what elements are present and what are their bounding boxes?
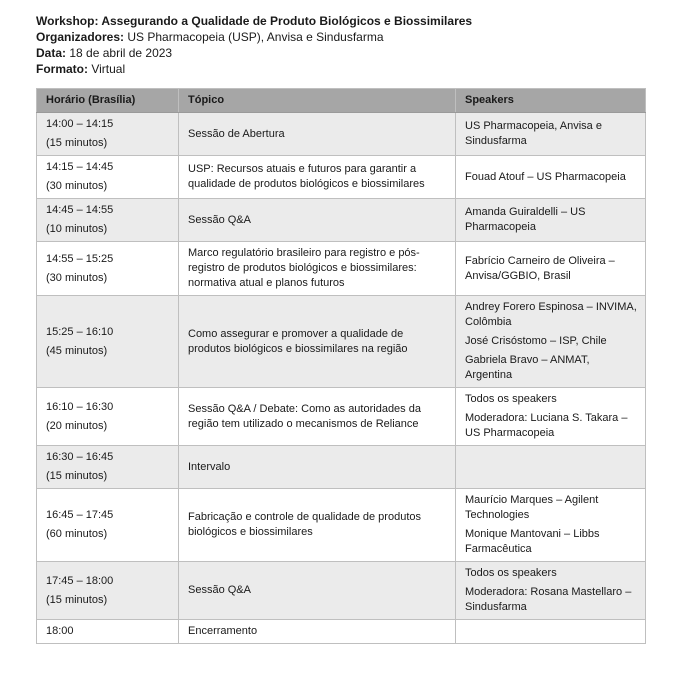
time-cell <box>37 113 179 156</box>
time-cell <box>37 446 179 489</box>
field-value-format: Virtual <box>91 62 126 76</box>
duration: (15 minutos) <box>46 593 108 606</box>
field-label-format: Formato: <box>36 62 88 76</box>
topic-text: Sessão Q&A / Debate: Como as autoridades da região tem utilizado o mecanismos de Reliance <box>188 402 421 430</box>
agenda-row <box>37 296 646 388</box>
document-header <box>36 13 645 77</box>
document-field-date <box>36 45 645 61</box>
agenda-table-body <box>37 113 646 644</box>
time-cell <box>37 489 179 562</box>
topic-text: Fabricação e controle de qualidade de produtos biológicos e biossimilares <box>188 511 421 538</box>
topic-cell <box>179 156 456 199</box>
time-range: 14:55 – 15:25 <box>46 252 114 265</box>
speaker-name: Moderadora: Rosana Mastellaro – Sindusfarma <box>465 586 632 613</box>
speaker-name: Gabriela Bravo – ANMAT, Argentina <box>465 354 590 381</box>
agenda-row <box>37 388 646 446</box>
document-field-format <box>36 61 645 77</box>
field-value-date: 18 de abril de 2023 <box>69 46 173 60</box>
topic-cell <box>179 620 456 644</box>
agenda-table-head <box>37 89 646 113</box>
column-header-time: Horário (Brasília) <box>37 89 179 113</box>
time-cell <box>37 242 179 296</box>
time-cell <box>37 199 179 242</box>
speakers-cell <box>456 620 646 644</box>
time-range: 16:30 – 16:45 <box>46 451 114 463</box>
agenda-row <box>37 489 646 562</box>
time-range: 16:45 – 17:45 <box>46 509 114 521</box>
time-cell <box>37 562 179 620</box>
agenda-row <box>37 562 646 620</box>
speakers-cell <box>456 296 646 388</box>
time-range: 14:45 – 14:55 <box>46 204 114 216</box>
time-range: 14:15 – 14:45 <box>46 161 114 173</box>
header-row <box>37 89 646 113</box>
document-field-organizers <box>36 29 645 45</box>
speaker-name: US Pharmacopeia, Anvisa e Sindusfarma <box>465 120 602 147</box>
field-label-date: Data: <box>36 46 67 60</box>
agenda-row <box>37 446 646 489</box>
time-cell <box>37 620 179 644</box>
speakers-cell <box>456 199 646 242</box>
duration: (15 minutos) <box>46 137 108 149</box>
speaker-name: Todos os speakers <box>465 393 557 405</box>
duration: (60 minutos) <box>46 528 108 540</box>
speakers-cell <box>456 489 646 562</box>
speaker-name: Amanda Guiraldelli – US Pharmacopeia <box>465 206 586 233</box>
time-cell <box>37 388 179 446</box>
topic-text: Sessão Q&A <box>188 213 251 226</box>
field-label-organizers: Organizadores: <box>36 30 125 44</box>
time-cell <box>37 296 179 388</box>
agenda-table <box>36 88 646 644</box>
speakers-cell <box>456 562 646 620</box>
speakers-cell <box>456 388 646 446</box>
agenda-row <box>37 199 646 242</box>
duration: (20 minutos) <box>46 419 108 432</box>
column-header-speakers: Speakers <box>456 89 646 113</box>
time-range: 17:45 – 18:00 <box>46 574 114 587</box>
topic-cell <box>179 562 456 620</box>
topic-text: Sessão Q&A <box>188 584 251 596</box>
time-range: 14:00 – 14:15 <box>46 118 114 130</box>
duration: (45 minutos) <box>46 344 108 357</box>
topic-text: USP: Recursos atuais e futuros para garantir a qualidade de produtos biológicos e biossimilares <box>188 163 425 190</box>
speakers-cell <box>456 242 646 296</box>
duration: (15 minutos) <box>46 470 108 482</box>
topic-text: Intervalo <box>188 460 231 473</box>
agenda-row <box>37 113 646 156</box>
speaker-name: Todos os speakers <box>465 567 557 579</box>
topic-cell <box>179 199 456 242</box>
speaker-name: Andrey Forero Espinosa – INVIMA, Colômbia <box>465 301 637 328</box>
topic-cell <box>179 242 456 296</box>
speakers-cell <box>456 113 646 156</box>
speaker-name: Fouad Atouf – US Pharmacopeia <box>465 170 626 183</box>
duration: (30 minutos) <box>46 180 108 192</box>
topic-cell <box>179 296 456 388</box>
column-header-topic: Tópico <box>179 89 456 113</box>
topic-cell <box>179 446 456 489</box>
field-value-organizers: US Pharmacopeia (USP), Anvisa e Sindusfarma <box>127 30 384 44</box>
topic-cell <box>179 113 456 156</box>
time-range: 16:10 – 16:30 <box>46 400 114 413</box>
speakers-cell <box>456 446 646 489</box>
topic-cell <box>179 388 456 446</box>
topic-text: Como assegurar e promover a qualidade de produtos biológicos e biossimilares na região <box>188 327 408 355</box>
duration: (10 minutos) <box>46 223 108 235</box>
agenda-row <box>37 242 646 296</box>
duration: (30 minutos) <box>46 271 108 284</box>
topic-text: Marco regulatório brasileiro para registro e pós-registro de produtos biológicos e biossimilares: normativa atual e planos futuros <box>188 247 420 289</box>
topic-cell <box>179 489 456 562</box>
topic-text: Encerramento <box>188 625 258 637</box>
agenda-row <box>37 156 646 199</box>
topic-text: Sessão de Abertura <box>188 127 285 140</box>
speaker-name: Fabrício Carneiro de Oliveira – Anvisa/GGBIO, Brasil <box>465 254 615 282</box>
agenda-row <box>37 620 646 644</box>
time-range: 15:25 – 16:10 <box>46 325 114 338</box>
document-title: Workshop: Assegurando a Qualidade de Produto Biológicos e Biossimilares <box>36 14 473 28</box>
time-range: 18:00 <box>46 625 74 637</box>
speakers-cell <box>456 156 646 199</box>
speaker-name: Monique Mantovani – Libbs Farmacêutica <box>465 528 600 555</box>
speaker-name: José Crisóstomo – ISP, Chile <box>465 335 607 347</box>
time-cell <box>37 156 179 199</box>
speaker-name: Maurício Marques – Agilent Technologies <box>465 494 599 521</box>
speaker-name: Moderadora: Luciana S. Takara – US Pharmacopeia <box>465 412 628 439</box>
